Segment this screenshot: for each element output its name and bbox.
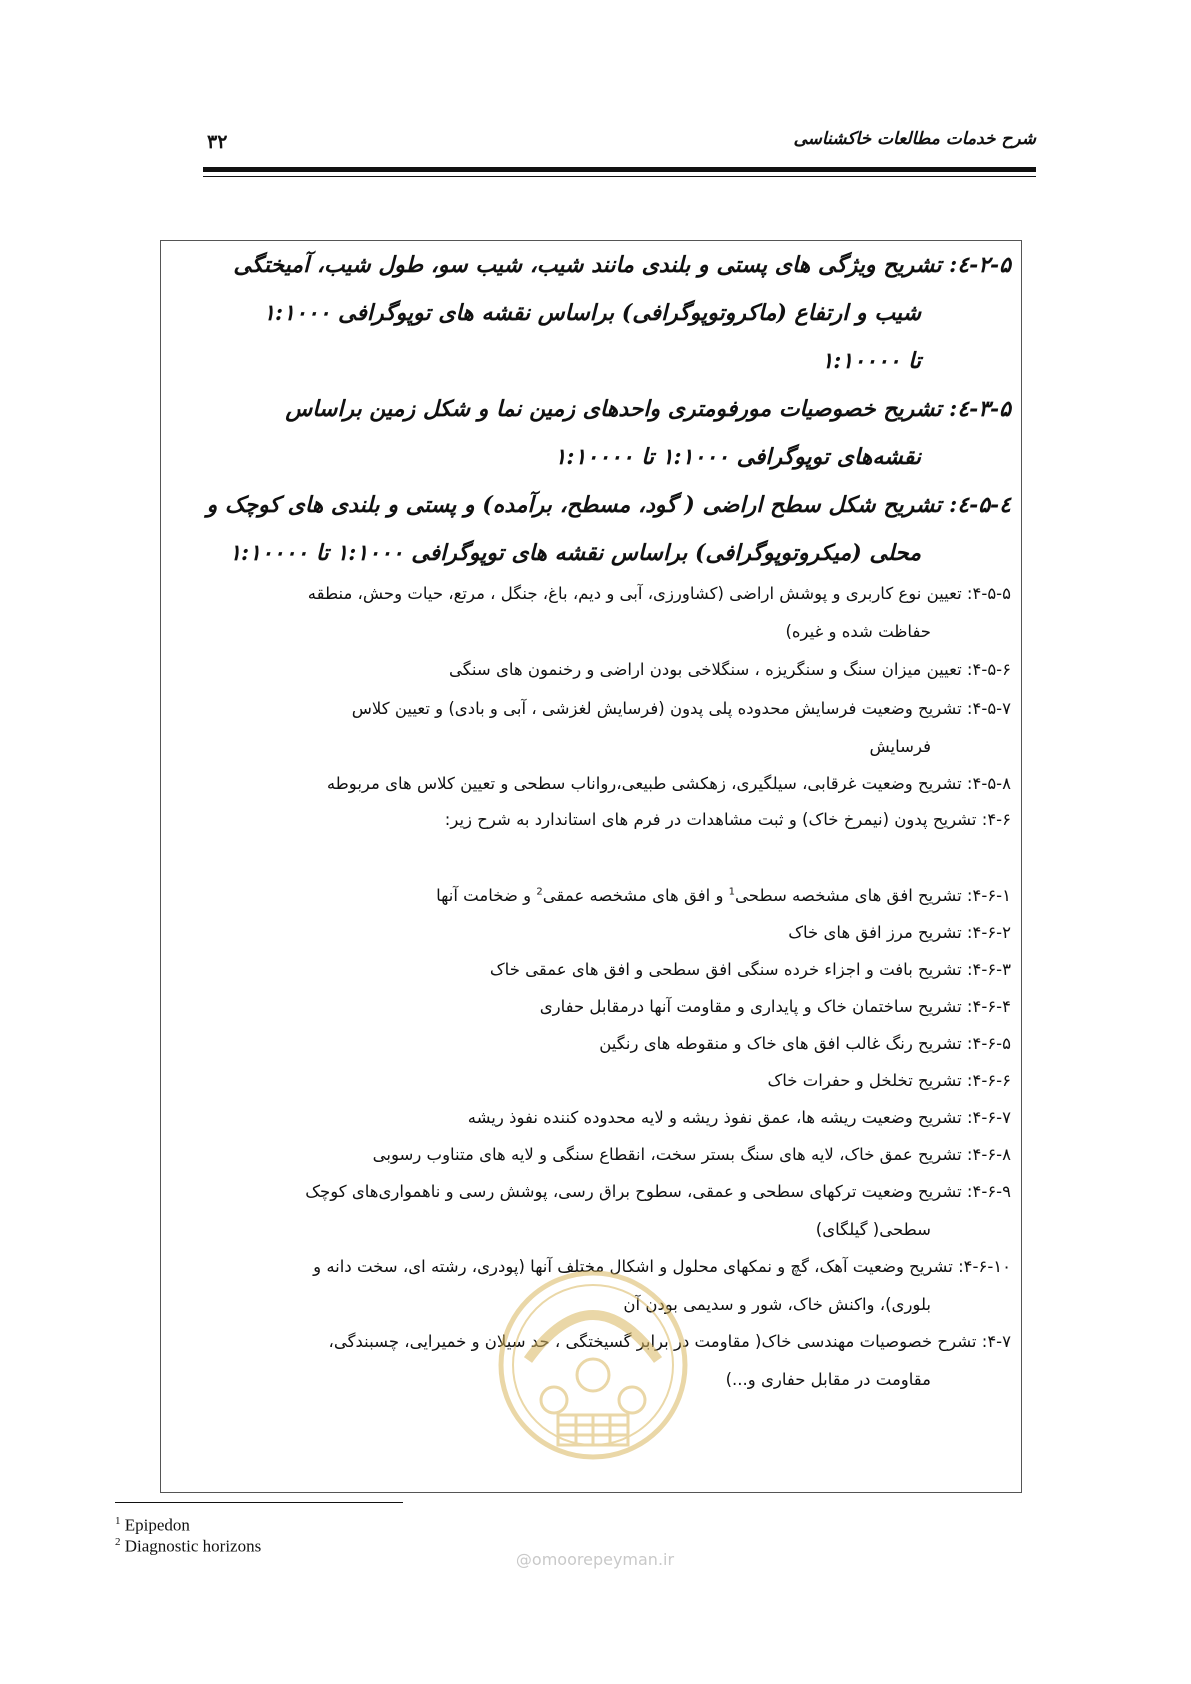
- list-item: [173, 1025, 1011, 1063]
- list-item: [173, 575, 1011, 651]
- list-item: [173, 1099, 1011, 1137]
- list-item: [173, 765, 1011, 803]
- section-item-continuation: شیب و ارتفاع (ماکروتوپوگرافی) براساس نقشه های توپوگرافی ۱:۱۰۰۰: [263, 300, 921, 326]
- list-item-text: ۴-۵-۶: تعیین میزان سنگ و سنگریزه ، سنگلاخی بودن اراضی و رخنمون های سنگی: [449, 660, 1011, 679]
- page-number: ۳۲: [207, 131, 228, 153]
- section-item-continuation: نقشه‌های توپوگرافی ۱:۱۰۰۰ تا ۱:۱۰۰۰۰: [554, 444, 921, 470]
- list-item-continuation: بلوری)، واکنش خاک، شور و سدیمی بودن آن: [623, 1295, 931, 1314]
- footnote-text: Diagnostic horizons: [124, 1536, 262, 1556]
- list-item-continuation: فرسایش: [869, 737, 931, 756]
- section-item-text: ۳-۵-٤: تشریح خصوصیات مورفومتری واحدهای زمین نما و شکل زمین براساس: [285, 396, 1011, 422]
- list-item-continuation: حفاظت شده و غیره): [785, 622, 931, 641]
- list-item: [173, 801, 1011, 839]
- footnote-text: Epipedon: [124, 1515, 190, 1535]
- list-item-continuation: سطحی( گیلگای): [815, 1220, 931, 1239]
- list-item-text: ۴-۶-۱۰: تشریح وضعیت آهک، گچ و نمکهای محلول و اشکال مختلف آنها (پودری، رشته ای، سخت دانه و: [313, 1257, 1011, 1276]
- footnote-rule: [115, 1502, 403, 1503]
- footnote-number: 2: [115, 1536, 121, 1548]
- list-item-text: ۴-۶-۵: تشریح رنگ غالب افق های خاک و منقوطه های رنگین: [599, 1034, 1011, 1053]
- list-item-text: ۴-۶-۹: تشریح وضعیت ترکهای سطحی و عمقی، سطوح براق رسی، پوشش رسی و ناهمواری‌های کوچک: [305, 1182, 1011, 1201]
- list-item-text: ۴-۶-۱: تشریح افق های مشخصه سطحی: [735, 886, 1011, 905]
- list-item-text: ۴-۶-۳: تشریح بافت و اجزاء خرده سنگی افق سطحی و افق های عمقی خاک: [489, 960, 1011, 979]
- header-rule-thick: [203, 167, 1036, 172]
- section-item-continuation: تا ۱:۱۰۰۰۰: [821, 348, 921, 374]
- footnote-2: [115, 1532, 261, 1557]
- section-item: [173, 241, 1011, 385]
- list-item-text: ۴-۷: تشرح خصوصیات مهندسی خاک( مقاومت در برابر گسیختگی ، حد سیلان و خمیرایی، چسبندگی،: [328, 1332, 1011, 1351]
- section-item-continuation: محلی (میکروتوپوگرافی) براساس نقشه های توپوگرافی ۱:۱۰۰۰ تا ۱:۱۰۰۰۰: [229, 540, 921, 566]
- list-item: [173, 988, 1011, 1026]
- list-item: [173, 690, 1011, 766]
- list-item: [173, 877, 1011, 915]
- list-item: [173, 1062, 1011, 1100]
- section-item-text: ۲-۵-٤: تشریح ویژگی های پستی و بلندی مانند شیب، شیب سو، طول شیب، آمیختگی: [233, 252, 1011, 278]
- footnote-ref: 2: [536, 886, 543, 898]
- list-item-text: ۴-۶-۸: تشریح عمق خاک، لایه های سنگ بستر سخت، انقطاع سنگی و لایه های متناوب رسوبی: [372, 1145, 1011, 1164]
- list-item-text: ۴-۶-۷: تشریح وضعیت ریشه ها، عمق نفوذ ریشه و لایه محدوده کننده نفوذ ریشه: [467, 1108, 1011, 1127]
- section-item: [173, 481, 1011, 577]
- list-item-text: و افق های مشخصه عمقی: [542, 886, 729, 905]
- section-item-text: ٤-۵-٤: تشریح شکل سطح اراضی ( گود، مسطح، برآمده) و پستی و بلندی های کوچک و: [206, 492, 1011, 518]
- footnote-ref: 1: [728, 886, 736, 898]
- footnote-number: 1: [115, 1515, 121, 1527]
- list-item-text: ۴-۵-۸: تشریح وضعیت غرقابی، سیلگیری، زهکشی طبیعی،رواناب سطحی و تعیین کلاس های مربوطه: [326, 774, 1011, 793]
- list-item-text: و ضخامت آنها: [436, 886, 537, 905]
- list-item-text: ۴-۶: تشریح پدون (نیمرخ خاک) و ثبت مشاهدات در فرم های استاندارد به شرح زیر:: [444, 810, 1011, 829]
- list-item: [173, 1173, 1011, 1249]
- watermark-logo: [488, 1250, 698, 1540]
- list-item-text: ۴-۶-۲: تشریح مرز افق های خاک: [788, 923, 1011, 942]
- list-item: [173, 1136, 1011, 1174]
- list-item-text: ۴-۶-۴: تشریح ساختمان خاک و پایداری و مقاومت آنها درمقابل حفاری: [539, 997, 1011, 1016]
- list-item: [173, 951, 1011, 989]
- watermark-site-text: @omoorepeyman.ir: [515, 1550, 675, 1569]
- list-item: [173, 914, 1011, 952]
- section-item: [173, 385, 1011, 481]
- page-title: شرح خدمات مطالعات خاکشناسی: [793, 129, 1036, 149]
- list-item-text: ۴-۵-۵: تعیین نوع کاربری و پوشش اراضی (کشاورزی، آبی و دیم، باغ، جنگل ، مرتع، حیات وحش، منطقه: [307, 584, 1011, 603]
- list-item: [173, 651, 1011, 689]
- header-rule-thin: [203, 176, 1036, 177]
- list-item-text: ۴-۵-۷: تشریح وضعیت فرسایش محدوده پلی پدون (فرسایش لغزشی ، آبی و بادی) و تعیین کلاس: [351, 699, 1011, 718]
- list-item-continuation: مقاومت در مقابل حفاری و...): [725, 1370, 931, 1389]
- list-item-text: ۴-۶-۶: تشریح تخلخل و حفرات خاک: [767, 1071, 1011, 1090]
